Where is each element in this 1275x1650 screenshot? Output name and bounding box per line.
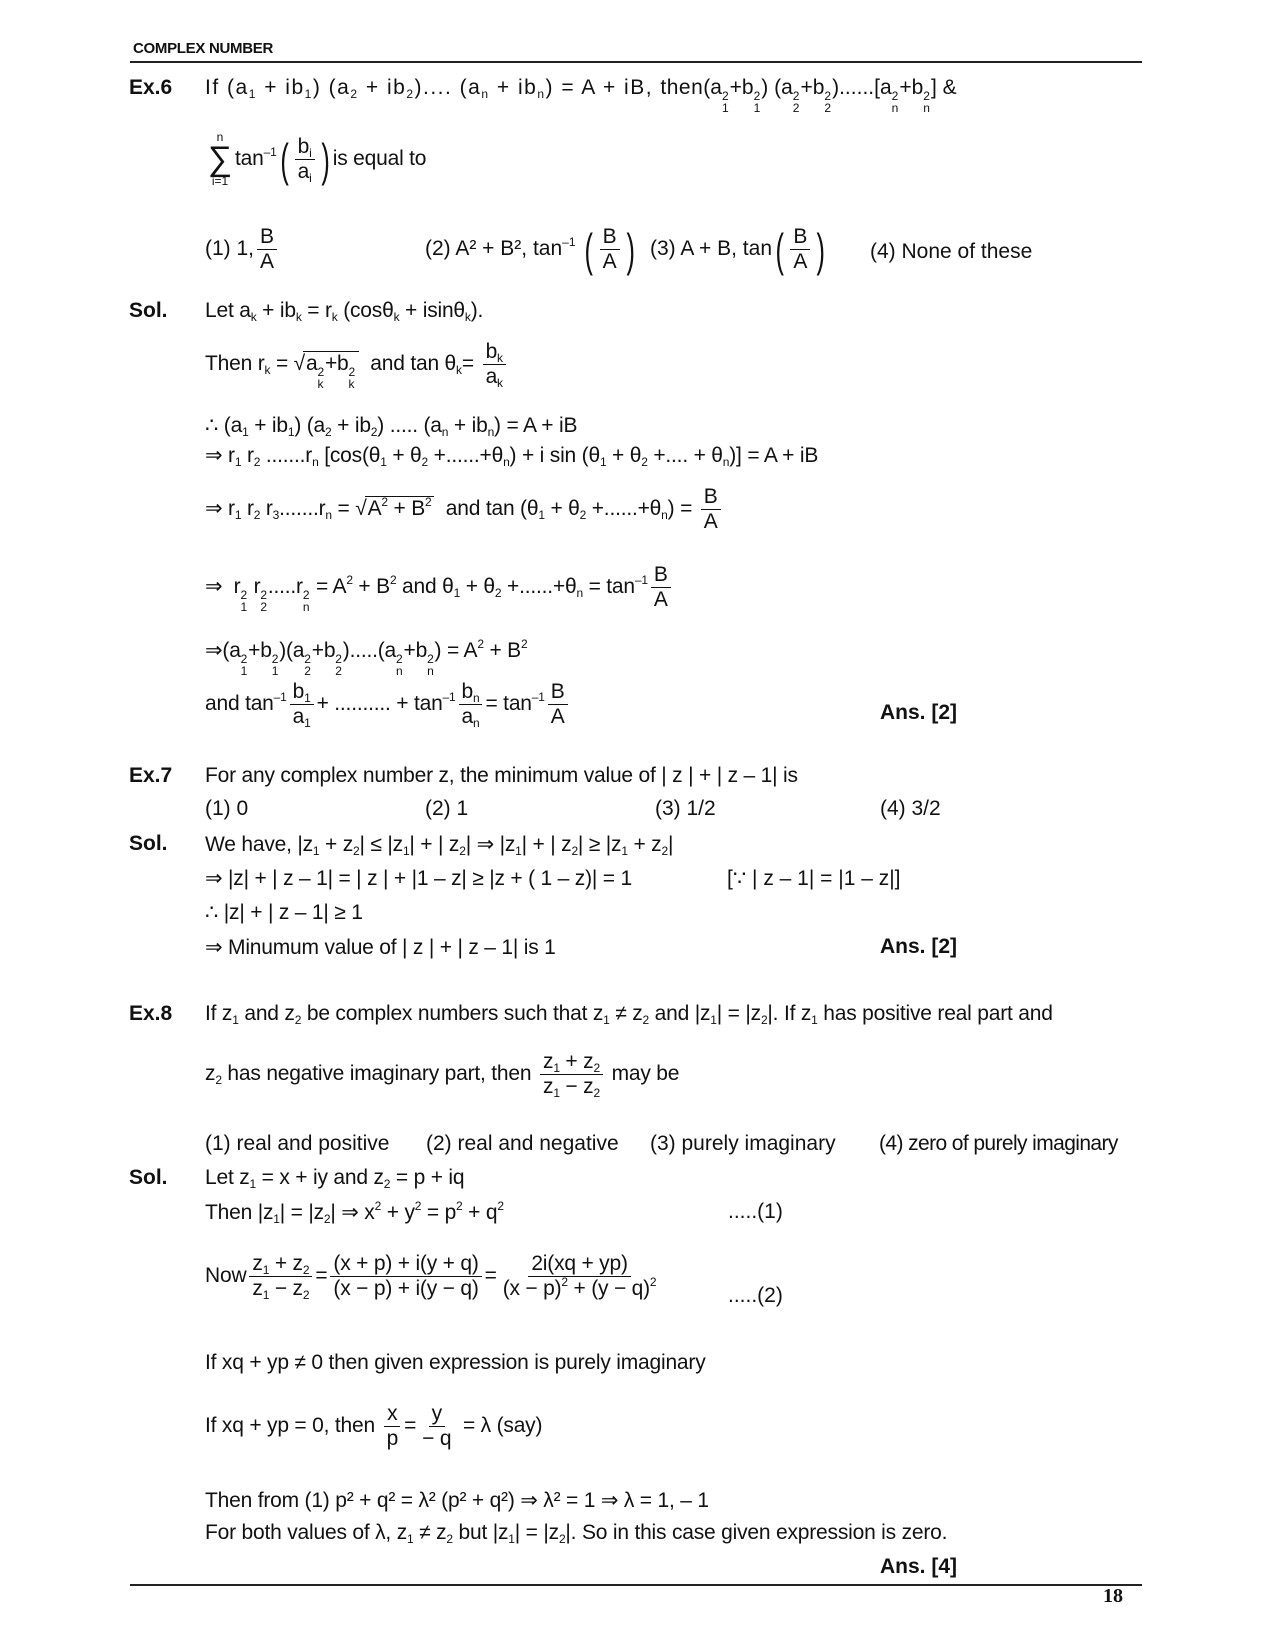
ex8-sol-line-4: If xq + yp ≠ 0 then given expression is purely imaginary	[205, 1351, 706, 1374]
ex6-sol-line-8: and $\tan^{-1}$ $\frac{b_1}{a_1}$ + .......... + $\tan^{-1}$ $\frac{b_n}{a_n}$ = $\tan^{-1}$ $\frac{B}{A}$	[205, 680, 571, 729]
ex7-sol-line-1: We have, $|z_1 + z_2| \le |z_1|$ + | $z_2|$ ⇒ $|z_1|$ + | $z_2| \ge |z_1 + z_2|$	[205, 833, 674, 858]
ex7-option-2[interactable]: (2) 1	[425, 797, 469, 820]
ex8-eq-tag-1: .....(1)	[728, 1200, 783, 1223]
ex6-sol-line-1: Let $a_k + ib_k = r_k$ (cosθ$_k$ + isinθ$_k$).	[205, 299, 484, 324]
ex6-option-1[interactable]: (1) 1, $\frac{B}{A}$	[205, 225, 280, 274]
footer-rule	[130, 1584, 1142, 1586]
ex8-question-line1: If $z_1$ and $z_2$ be complex numbers such that $z_1 \ne z_2$ and $|z_1| = |z_2|$. If $z_1$ has positive real part and	[205, 1002, 1053, 1027]
ex6-question-line1: If $(a_1 + ib_1) (a_2 + ib_2)$.... $(a_n + ib_n) = A$ + iB, then(a 2 1 +b 2 1 ) (a 2 2 +b 2 2 )......[a 2 n +b 2 n ] &	[205, 76, 957, 115]
ex8-sol-line-6: Then from (1) p² + q² = λ² (p² + q²) ⇒ λ² = 1 ⇒ λ = 1, – 1	[205, 1489, 709, 1512]
ex7-label: Ex.7	[129, 764, 173, 787]
ex8-option-1[interactable]: (1) real and positive	[205, 1132, 390, 1155]
ex7-sol-line-2: ⇒ |z| + | z – 1| = | z | + |1 – z| ≥ |z + ( 1 – z)| = 1	[205, 867, 632, 890]
ex6-question-line2: $\tan^{-1}$( $\frac{b_i}{a_i}$ ) is equal to	[235, 133, 427, 186]
page-number: 18	[1103, 1585, 1123, 1607]
ex8-sol-line-1: Let $z_1 = x$ + iy and $z_2 = p$ + iq	[205, 1166, 465, 1191]
ex8-eq-tag-2: .....(2)	[728, 1284, 783, 1307]
chapter-header: COMPLEX NUMBER	[133, 40, 273, 57]
ex8-question-line2: $z_2$ has negative imaginary part, then $\frac{z_1 + z_2}{z_1 - z_2}$ may be	[205, 1050, 680, 1101]
ex8-sol-line-2: Then $|z_1| = |z_2|$ ⇒ $x^2 + y^2 = p^2 + q^2$	[205, 1199, 504, 1226]
ex8-label: Ex.8	[129, 1002, 173, 1025]
ex7-sol-line-3: ∴ |z| + | z – 1| ≥ 1	[205, 901, 363, 924]
ex7-sol-label: Sol.	[129, 832, 168, 855]
ex7-option-3[interactable]: (3) 1/2	[655, 797, 716, 820]
ex6-option-2[interactable]: (2) A² + B², $\tan^{-1}$ ( $\frac{B}{A}$ )	[425, 223, 635, 276]
ex6-sol-line-6: ⇒ r 2 1 r 2 2 .....r 2 n = $A^2 + B^2$ and $\theta_1 + \theta_2 +......+\theta_n = \tan^{-1}$ $\frac{B}{A}$	[205, 563, 674, 613]
ex7-option-1[interactable]: (1) 0	[205, 797, 249, 820]
ex8-answer: Ans. [4]	[880, 1555, 958, 1578]
ex6-option-3[interactable]: (3) A + B, tan( $\frac{B}{A}$ )	[650, 223, 826, 276]
ex8-option-2[interactable]: (2) real and negative	[426, 1132, 619, 1155]
header-rule	[130, 61, 1142, 63]
ex7-answer: Ans. [2]	[880, 935, 958, 958]
ex6-sol-line-4: ⇒ $r_1$ $r_2$ $.......r_n$ [$\cos(\theta_1 + \theta_2 +......+\theta_n) + i$ $\sin (\theta_1 + \theta_2$ +.... + $\theta_n)] = A$ + iB	[205, 444, 819, 469]
ex6-label: Ex.6	[129, 76, 173, 99]
ex6-sol-line-7: ⇒(a 2 1 +b 2 1 )(a 2 2 +b 2 2 ).....(a 2 n +b 2 n ) = $A^2 + B^2$	[205, 637, 528, 678]
ex7-sol-line-4: ⇒ Minumum value of | z | + | z – 1| is 1	[205, 936, 556, 959]
ex6-sol-line-3: ∴ $(a_1 + ib_1) (a_2 + ib_2)$ ..... $(a_n + ib_n) = A$ + iB	[205, 414, 578, 439]
ex7-question: For any complex number z, the minimum value of | z | + | z – 1| is	[205, 764, 798, 787]
ex7-option-4[interactable]: (4) 3/2	[880, 797, 941, 820]
ex6-sol-line-2: Then $r_k = √a$ 2 k +b 2 k and $\tan \theta_k=$ $\frac{b_k}{a_k}$	[205, 340, 509, 390]
ex8-sol-line-5: If xq + yp = 0, then $\frac{x}{p}$ = $\frac{y}{- q}$ = λ (say)	[205, 1402, 543, 1451]
ex6-sol-line-5: ⇒ $r_1$ $r_2$ $r_3.......r_n = √A^2 + B^2$ and $\tan (\theta_1 + \theta_2 +......+\theta_n)$ = $\frac{B}{A}$	[205, 485, 724, 534]
ex6-option-4[interactable]: (4) None of these	[870, 240, 1033, 263]
ex6-answer: Ans. [2]	[880, 701, 958, 724]
ex8-sol-line-7: For both values of λ, $z_1 \ne z_2$ but $|z_1| = |z_2|$. So in this case given expression is zero.	[205, 1521, 948, 1546]
summation-symbol: n ∑ i=1	[207, 130, 233, 188]
ex8-option-3[interactable]: (3) purely imaginary	[650, 1132, 836, 1155]
ex8-option-4[interactable]: (4) zero of purely imaginary	[879, 1132, 1118, 1155]
ex6-sol-label: Sol.	[129, 299, 168, 322]
ex8-sol-label: Sol.	[129, 1166, 168, 1189]
ex8-sol-line-3: Now $\frac{z_1 + z_2}{z_1 - z_2}$ = $\frac{(x + p) + i(y + q)}{(x - p) + i(y - q)}$ = $\frac{2i(xq + yp)}{(x - p)^2 + (y - q)^2}$	[205, 1252, 657, 1303]
ex7-sol-note: [∵ | z – 1| = |1 – z|]	[727, 867, 901, 890]
